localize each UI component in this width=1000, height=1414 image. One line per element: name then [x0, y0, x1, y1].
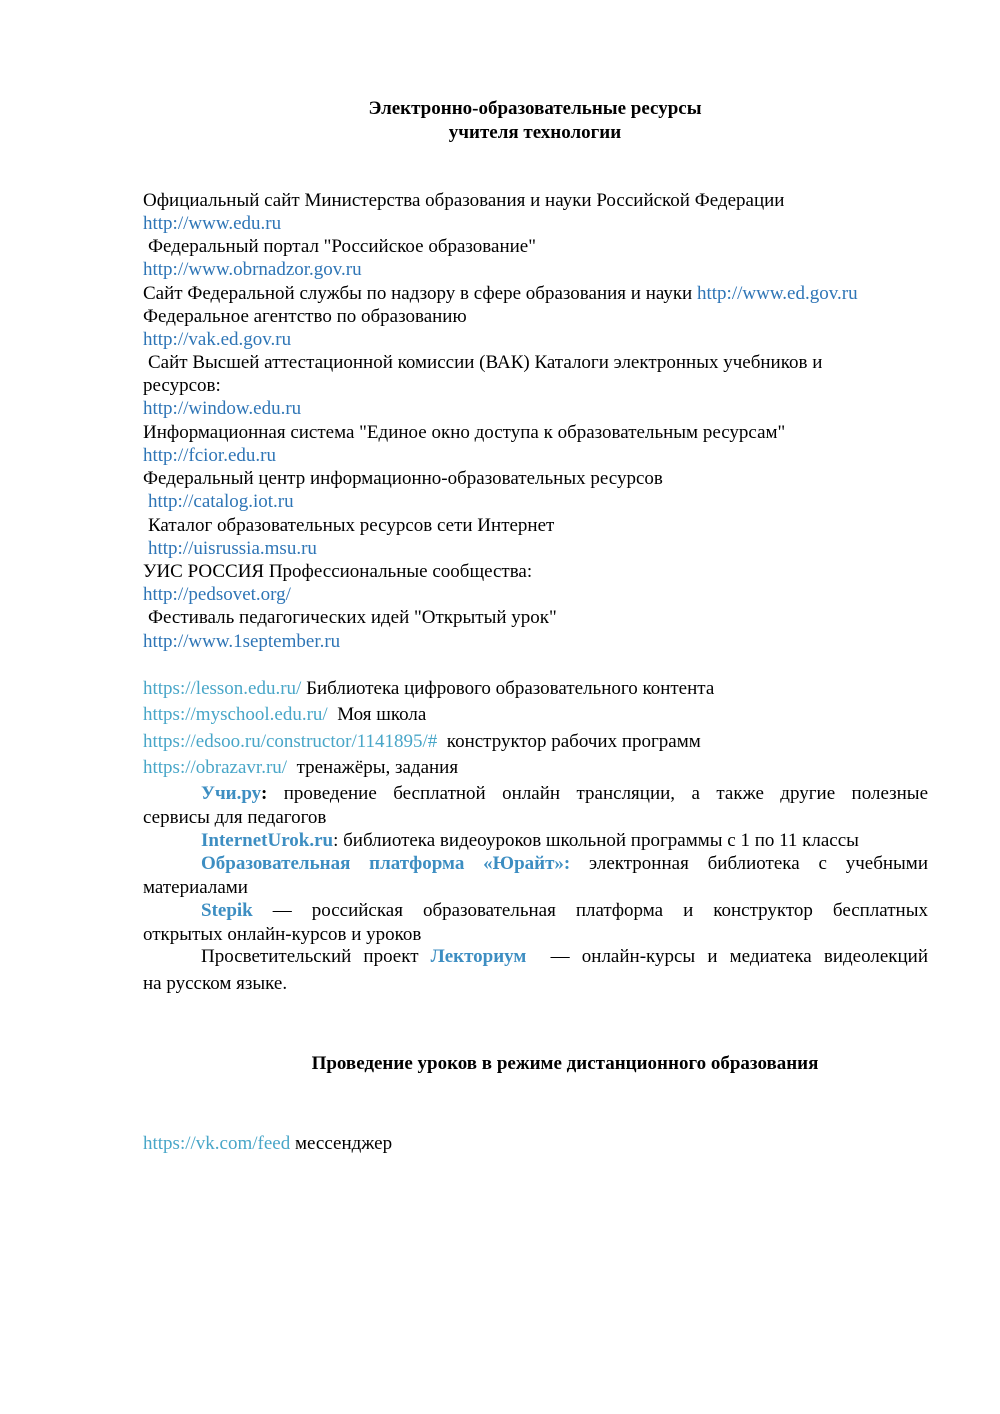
- platform-2-line: [143, 703, 426, 726]
- resource-8-description: Каталог образовательных ресурсов сети Интернет: [148, 515, 555, 536]
- platform-3-line: [143, 730, 701, 753]
- service-lectorium-link[interactable]: Лекториум: [430, 946, 527, 967]
- resource-8-link[interactable]: http://uisrussia.msu.ru: [148, 538, 317, 559]
- resource-2-description: Федеральный портал "Российское образование": [148, 236, 536, 257]
- vk-feed-link[interactable]: https://vk.com/feed: [143, 1133, 291, 1154]
- resource-3-description: Сайт Федеральной службы по надзору в сфере образования и науки: [143, 283, 697, 304]
- platform-3-description: конструктор рабочих программ: [437, 731, 701, 752]
- resource-4-description: Федеральное агентство по образованию: [143, 306, 467, 327]
- page-title-line2: учителя технологии: [448, 122, 622, 143]
- service-urait-text-b: материалами: [143, 876, 248, 898]
- service-internetUrok-paragraph: [143, 829, 928, 853]
- service-uchi-link[interactable]: Учи.ру: [201, 783, 261, 804]
- service-stepik-line1: [143, 899, 928, 923]
- platform-4-link[interactable]: https://obrazavr.ru/: [143, 757, 288, 778]
- resource-9-link[interactable]: http://pedsovet.org/: [143, 584, 291, 605]
- service-stepik-paragraph: [143, 899, 928, 946]
- service-uchi-paragraph: [143, 782, 928, 829]
- service-lectorium-prefix: Просветительский проект: [201, 946, 431, 967]
- service-urait-text-a: электронная библиотека с учебными: [570, 853, 928, 874]
- resource-5-link[interactable]: http://window.edu.ru: [143, 398, 302, 419]
- service-internetUrok-text: : библиотека видеоуроков школьной программы с 1 по 11 классы: [333, 830, 859, 851]
- resource-1-description: Официальный сайт Министерства образования и науки Российской Федерации: [143, 190, 785, 211]
- resource-2-link[interactable]: http://www.obrnadzor.gov.ru: [143, 259, 362, 280]
- distance-learning-heading: Проведение уроков в режиме дистанционного образования: [311, 1053, 819, 1074]
- resource-7-link[interactable]: http://catalog.iot.ru: [148, 491, 294, 512]
- platform-4-line: [143, 756, 458, 779]
- service-lectorium-line1: [143, 945, 928, 969]
- service-stepik-link[interactable]: Stepik: [201, 900, 253, 921]
- page-title-line1: Электронно-образовательные ресурсы: [368, 98, 702, 119]
- resource-3-line: [143, 282, 858, 305]
- resource-9-description: УИС РОССИЯ Профессиональные сообщества:: [143, 561, 533, 582]
- service-lectorium-text-b: на русском языке.: [143, 972, 288, 994]
- resource-7-description: Федеральный центр информационно-образовательных ресурсов: [143, 468, 663, 489]
- distance-learning-line: [143, 1132, 392, 1155]
- service-uchi-text-b: сервисы для педагогов: [143, 806, 327, 828]
- service-lectorium-text-a: — онлайн-курсы и медиатека видеолекций: [526, 946, 928, 967]
- service-urait-link[interactable]: Образовательная платформа «Юрайт»:: [201, 853, 571, 874]
- service-internetUrok-link[interactable]: InternetUrok.ru: [201, 830, 334, 851]
- platform-4-description: тренажёры, задания: [287, 757, 459, 778]
- platform-3-link[interactable]: https://edsoo.ru/constructor/1141895/#: [143, 731, 438, 752]
- platform-1-line: [143, 677, 714, 700]
- service-urait-paragraph: [143, 852, 928, 899]
- platform-1-description: Библиотека цифрового образовательного контента: [301, 678, 715, 699]
- resource-10-description: Фестиваль педагогических идей "Открытый урок": [148, 607, 557, 628]
- service-lectorium-paragraph: [143, 945, 928, 995]
- service-stepik-text-a: — российская образовательная платформа и конструктор бесплатных: [252, 900, 928, 921]
- service-stepik-text-b: открытых онлайн-курсов и уроков: [143, 923, 422, 945]
- resource-1-link[interactable]: http://www.edu.ru: [143, 213, 282, 234]
- service-uchi-text-a: проведение бесплатной онлайн трансляции, а также другие полезные: [267, 783, 928, 804]
- platform-2-link[interactable]: https://myschool.edu.ru/: [143, 704, 328, 725]
- service-uchi-line1: [143, 782, 928, 806]
- service-internetUrok-line: [143, 829, 928, 853]
- resource-10-link[interactable]: http://www.1september.ru: [143, 631, 341, 652]
- platform-1-link[interactable]: https://lesson.edu.ru/: [143, 678, 302, 699]
- service-urait-line1: [143, 852, 928, 876]
- service-uchi-colon: :: [260, 783, 268, 804]
- resource-6-description: Информационная система "Единое окно доступа к образовательным ресурсам": [143, 422, 786, 443]
- resource-4-link[interactable]: http://vak.ed.gov.ru: [143, 329, 292, 350]
- platform-2-description: Моя школа: [327, 704, 427, 725]
- resource-6-link[interactable]: http://fcior.edu.ru: [143, 445, 276, 466]
- resource-5-description-line2: ресурсов:: [143, 375, 221, 396]
- resource-5-description-line1: Сайт Высшей аттестационной комиссии (ВАК) Каталоги электронных учебников и: [148, 352, 823, 373]
- vk-feed-description: мессенджер: [290, 1133, 393, 1154]
- resource-3-link[interactable]: http://www.ed.gov.ru: [696, 283, 858, 304]
